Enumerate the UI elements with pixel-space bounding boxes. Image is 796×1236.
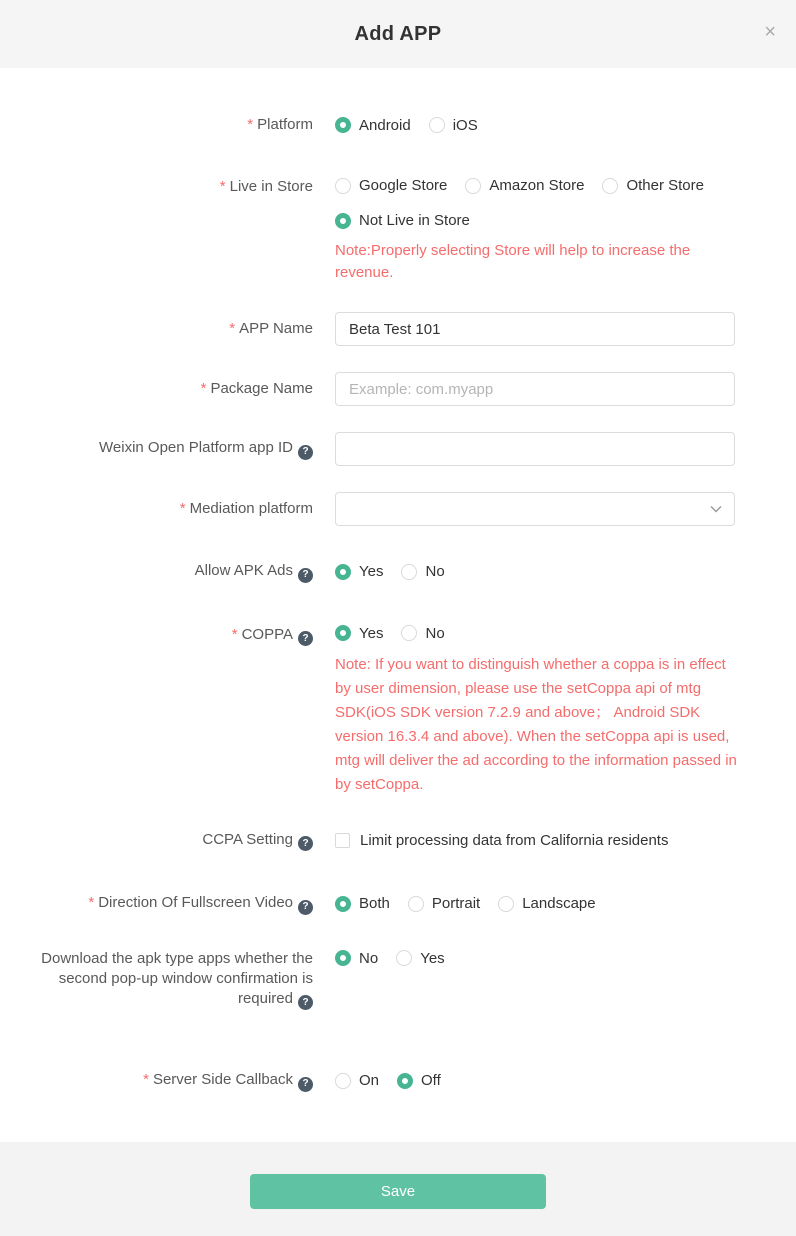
live-in-store-note: Note:Properly selecting Store will help to increase the revenue. [335, 242, 691, 281]
required-asterisk: * [229, 320, 236, 337]
radio-unselected-icon [401, 564, 417, 580]
radio-selected-icon [335, 213, 351, 229]
radio-unselected-icon [335, 178, 351, 194]
radio-direction-landscape[interactable] [498, 895, 595, 912]
modal-header [0, 0, 796, 68]
radio-unselected-icon [335, 1073, 351, 1089]
radio-label: On [359, 1072, 380, 1090]
app-name-control [335, 312, 755, 346]
modal-title: Add APP [354, 22, 442, 45]
radio-unselected-icon [465, 178, 481, 194]
radio-label: Yes [420, 949, 445, 967]
radio-apk-download-yes[interactable] [396, 950, 444, 967]
help-icon[interactable]: ? [298, 836, 313, 851]
radio-label: Amazon Store [489, 177, 585, 194]
radio-platform-ios[interactable] [429, 117, 478, 134]
mediation-platform-label-text: Mediation platform [189, 500, 313, 517]
modal-body [0, 68, 796, 1142]
radio-label: Portrait [431, 895, 481, 913]
help-icon[interactable]: ? [298, 1077, 313, 1092]
weixin-app-id-input[interactable] [335, 432, 735, 466]
help-icon[interactable]: ? [298, 568, 313, 583]
required-asterisk: * [143, 1071, 149, 1088]
radio-amazon-store[interactable] [465, 177, 584, 194]
radio-label: Landscape [522, 895, 596, 913]
save-button[interactable]: Save [250, 1174, 546, 1209]
radio-apk-download-no[interactable] [335, 950, 378, 967]
package-name-label [0, 379, 313, 399]
live-in-store-label-text: Live in Store [229, 178, 313, 195]
app-name-label [0, 319, 313, 339]
radio-selected-icon [335, 564, 351, 580]
radio-unselected-icon [396, 950, 412, 966]
package-name-control [335, 372, 755, 406]
radio-selected-icon [335, 896, 351, 912]
radio-label: Not Live in Store [359, 212, 470, 229]
live-in-store-control [335, 177, 755, 284]
form-row-coppa [0, 625, 796, 797]
close-icon[interactable]: × [764, 21, 776, 43]
radio-selected-icon [335, 117, 351, 133]
allow-apk-ads-label [0, 561, 313, 583]
required-asterisk: * [231, 625, 238, 643]
server-callback-label-text: Server Side Callback [152, 1071, 293, 1088]
ccpa-setting-label [0, 830, 313, 852]
ccpa-setting-control [335, 832, 755, 849]
form-row-mediation-platform [0, 492, 796, 526]
form-row-live-in-store [0, 177, 796, 284]
weixin-app-id-label [0, 438, 313, 460]
radio-coppa-no[interactable] [401, 625, 444, 642]
required-asterisk: * [179, 500, 186, 517]
not-live-line [335, 212, 755, 229]
radio-google-store[interactable] [335, 177, 447, 194]
apk-download-radio-group [335, 949, 755, 967]
help-icon[interactable]: ? [298, 445, 313, 460]
form-row-allow-apk-ads [0, 561, 796, 583]
ccpa-checkbox-label: Limit processing data from California residents [360, 831, 669, 849]
platform-label [0, 115, 313, 135]
platform-radio-group [335, 117, 755, 134]
radio-label: Yes [359, 624, 384, 642]
server-callback-radio-group [335, 1072, 755, 1089]
chevron-down-icon [710, 505, 722, 513]
allow-apk-ads-radio-group [335, 563, 755, 580]
form-row-server-side-callback [0, 1070, 796, 1092]
modal-footer [0, 1142, 796, 1236]
radio-allow-apk-yes[interactable] [335, 563, 383, 580]
radio-label: Google Store [359, 177, 448, 194]
apk-download-label [0, 949, 313, 1011]
form-row-package-name [0, 372, 796, 406]
mediation-platform-control [335, 492, 755, 526]
form-row-platform [0, 115, 796, 135]
radio-label: Yes [359, 563, 384, 581]
radio-other-store[interactable] [602, 177, 704, 194]
weixin-app-id-control [335, 432, 755, 466]
radio-label: No [359, 949, 379, 967]
weixin-app-id-label-text: Weixin Open Platform app ID [99, 439, 293, 457]
form-row-weixin-app-id [0, 432, 796, 466]
radio-unselected-icon [408, 896, 424, 912]
required-asterisk: * [88, 894, 95, 911]
package-name-label-text: Package Name [210, 380, 313, 397]
direction-label [0, 893, 313, 915]
package-name-input[interactable] [335, 372, 735, 406]
help-icon[interactable]: ? [298, 900, 313, 915]
radio-unselected-icon [401, 625, 417, 641]
radio-selected-icon [335, 950, 351, 966]
apk-download-label-text: Download the apk type apps whether the second pop-up window confirmation is required [41, 949, 313, 1007]
coppa-control [335, 625, 755, 797]
radio-direction-portrait[interactable] [408, 895, 480, 912]
radio-selected-icon [397, 1073, 413, 1089]
radio-unselected-icon [429, 117, 445, 133]
radio-label: Both [359, 895, 390, 913]
form-row-app-name [0, 312, 796, 346]
store-options-line [335, 177, 755, 194]
radio-label: No [425, 563, 445, 581]
form-row-ccpa-setting [0, 830, 796, 852]
radio-unselected-icon [498, 896, 514, 912]
radio-coppa-yes[interactable] [335, 625, 383, 642]
coppa-label-text: COPPA [241, 625, 293, 643]
checkbox-unchecked-icon [335, 833, 350, 848]
radio-not-live-in-store[interactable] [335, 212, 470, 229]
radio-label: Off [421, 1072, 441, 1090]
allow-apk-ads-label-text: Allow APK Ads [194, 562, 293, 579]
radio-label: No [425, 624, 445, 642]
required-asterisk: * [219, 178, 226, 195]
radio-label: Other Store [626, 177, 704, 194]
radio-label: iOS [452, 116, 478, 134]
radio-selected-icon [335, 625, 351, 641]
radio-allow-apk-no[interactable] [401, 563, 444, 580]
platform-label-text: Platform [257, 116, 313, 133]
coppa-radio-group [335, 625, 755, 642]
radio-label: Android [359, 116, 411, 134]
required-asterisk: * [247, 116, 254, 133]
live-in-store-label [0, 177, 313, 197]
coppa-label [0, 625, 313, 647]
coppa-note: Note: If you want to distinguish whether a coppa is in effect by user dimension, please use the setCoppa api of mtg SDK(iOS SDK version 7.2.9 and above； Android SDK version 16.3.4 and above). When the setCoppa api is used, mtg will deliver the ad according to the information passed in by setCoppa. [335, 655, 737, 793]
mediation-platform-select[interactable] [335, 492, 735, 526]
radio-server-callback-on[interactable] [335, 1072, 379, 1089]
help-icon[interactable]: ? [298, 631, 313, 646]
radio-server-callback-off[interactable] [397, 1072, 441, 1089]
form-row-apk-download-confirmation [0, 949, 796, 1011]
app-name-input[interactable] [335, 312, 735, 346]
radio-unselected-icon [602, 178, 618, 194]
server-callback-label [0, 1070, 313, 1092]
radio-platform-android[interactable] [335, 117, 411, 134]
required-asterisk: * [200, 380, 207, 397]
app-name-label-text: APP Name [239, 320, 313, 337]
direction-radio-group [335, 895, 755, 912]
ccpa-checkbox[interactable] [335, 832, 755, 849]
ccpa-setting-label-text: CCPA Setting [202, 830, 293, 848]
help-icon[interactable]: ? [298, 995, 313, 1010]
form-row-direction-fullscreen-video [0, 893, 796, 915]
mediation-platform-label [0, 499, 313, 519]
direction-label-text: Direction Of Fullscreen Video [98, 894, 293, 911]
radio-direction-both[interactable] [335, 895, 390, 912]
